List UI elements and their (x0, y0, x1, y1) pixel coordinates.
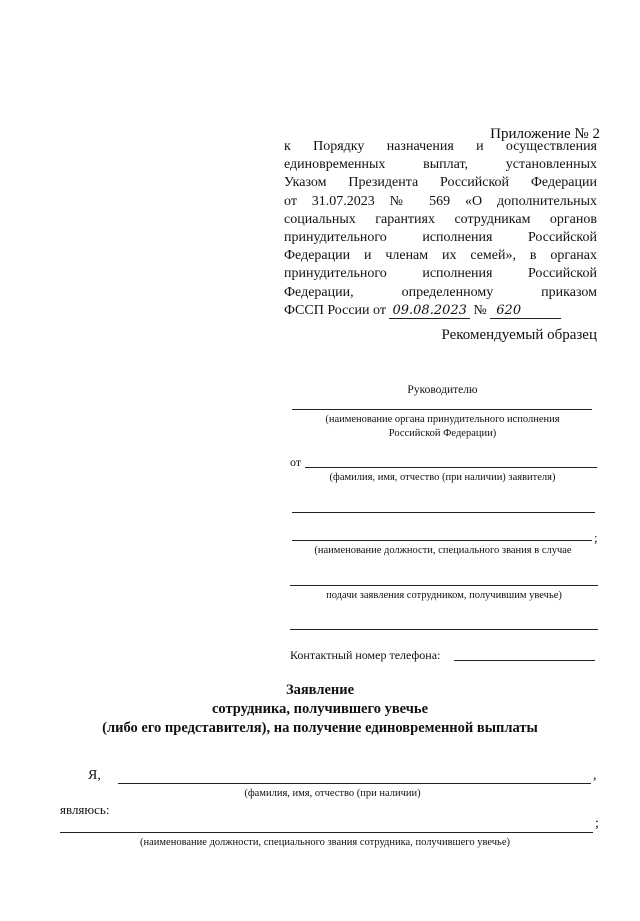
preamble-line: Федерации и членам их семей», в органах (284, 248, 597, 264)
am-label: являюсь: (60, 802, 110, 817)
employee-position-semicolon: ; (595, 816, 599, 831)
employee-position-caption: (наименование должности, специального звания сотрудника, получившего увечье) (140, 837, 510, 848)
addressee-caption-1: (наименование органа принудительного исполнения (325, 414, 560, 425)
preamble-line: Указом Президента Российской Федерации (284, 175, 597, 191)
addressee-label: Руководителю (407, 384, 478, 396)
from-label: от (290, 455, 302, 469)
applicant-extra-line-2[interactable] (290, 629, 598, 630)
applicant-name-caption: (фамилия, имя, отчество (при наличии) заявителя) (329, 472, 556, 483)
name-comma: , (593, 768, 597, 783)
order-prefix: ФССП России от (284, 302, 386, 318)
preamble-line: Федерации, определенному приказом (284, 284, 597, 300)
employee-position-line[interactable] (60, 832, 593, 833)
applicant-position-line[interactable] (292, 540, 592, 541)
preamble-block (284, 138, 597, 320)
applicant-position-caption-2: подачи заявления сотрудником, получившим увечье) (326, 590, 562, 601)
applicant-name-line[interactable] (305, 467, 597, 468)
full-name-caption: (фамилия, имя, отчество (при наличии) (244, 788, 421, 799)
i-label: Я, (88, 768, 101, 783)
addressee-field-line[interactable] (292, 409, 592, 410)
phone-field-line[interactable] (454, 660, 595, 661)
preamble-line: от 31.07.2023 № 569 «О дополнительных (284, 193, 597, 209)
position-semicolon: ; (594, 530, 598, 545)
statement-title: Заявление (285, 682, 355, 698)
addressee-caption-2: Российской Федерации) (388, 428, 497, 439)
applicant-extra-line-1[interactable] (292, 512, 595, 513)
preamble-line: единовременных выплат, установленных (284, 157, 597, 173)
preamble-line: социальных гарантиях сотрудникам органов (284, 211, 597, 227)
preamble-line: к Порядку назначения и осуществления (284, 139, 597, 154)
preamble-line: принудительного исполнения Российской (284, 229, 597, 245)
appendix-title: Приложение № 2 (490, 126, 600, 142)
phone-label: Контактный номер телефона: (290, 648, 441, 662)
full-name-line[interactable] (118, 783, 591, 784)
number-sign: № (473, 302, 487, 318)
order-date-handwritten: 09.08.2023 (389, 303, 469, 319)
sample-label: Рекомендуемый образец (441, 327, 597, 343)
applicant-position-line-2[interactable] (290, 585, 598, 586)
order-reference-line (284, 302, 597, 320)
preamble-line: принудительного исполнения Российской (284, 266, 597, 282)
statement-subtitle-2: (либо его представителя), на получение единовременной выплаты (102, 720, 538, 736)
statement-subtitle-1: сотрудника, получившего увечье (211, 701, 429, 717)
order-number-handwritten: 620 (490, 303, 561, 319)
applicant-position-caption-1: (наименование должности, специального звания в случае (314, 545, 572, 556)
